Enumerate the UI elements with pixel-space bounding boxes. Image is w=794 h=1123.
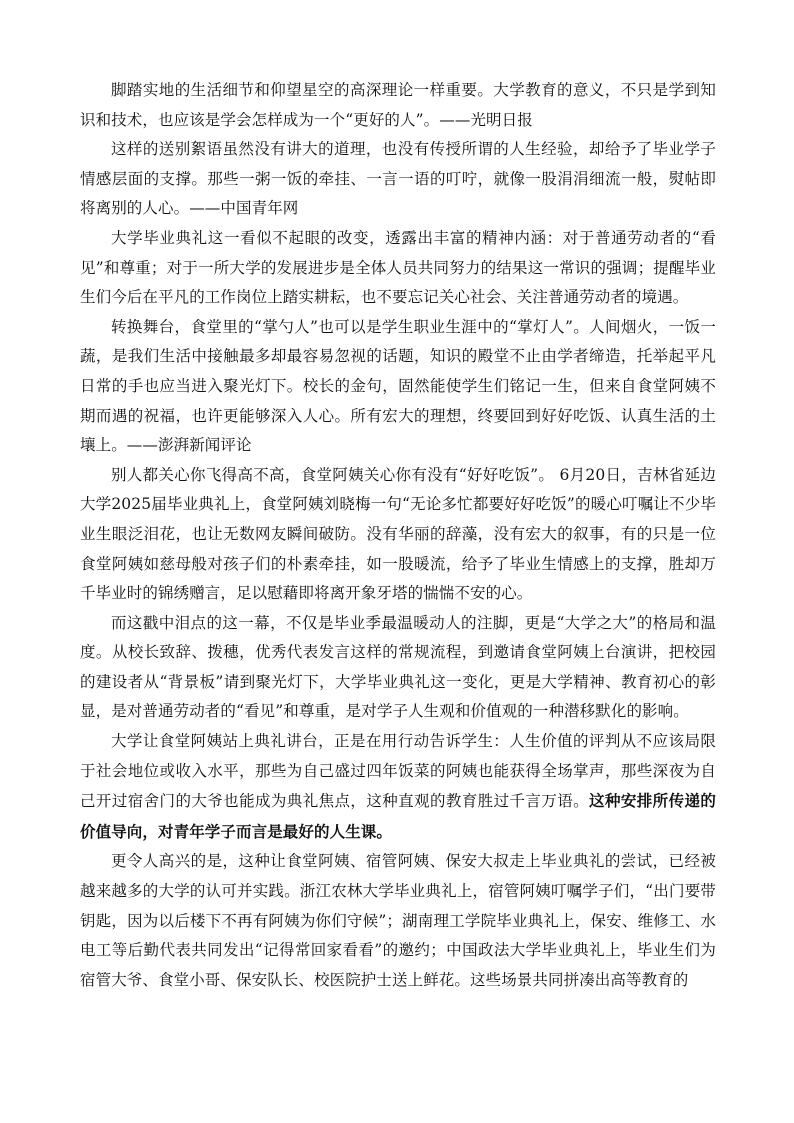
paragraph-thepaper-quote	[80, 313, 716, 461]
paragraph-bold-conclusion: 这种安排所传递的价值导向，对青年学子而言是最好的人生课。	[80, 791, 716, 841]
paragraph-university-warmth	[80, 609, 716, 727]
paragraph-text: 脚踏实地的生活细节和仰望星空的高深理论一样重要。大学教育的意义，不只是学到知识和技术，也应该是学会怎样成为一个“更好的人”。——光明日报	[80, 81, 716, 129]
paragraph-other-universities	[80, 847, 716, 995]
paragraph-text: 大学让食堂阿姨站上典礼讲台，正是在用行动告诉学生：人生价值的评判从不应该局限于社会地位或收入水平，那些为自己盛过四年饭菜的阿姨也能获得全场掌声，那些深夜为自己开过宿舍门的大爷也能成为典礼焦点，这种直观的教育胜过千言万语。	[80, 732, 716, 811]
paragraph-text: 大学毕业典礼这一看似不起眼的改变，透露出丰富的精神内涵：对于普通劳动者的“看见”和尊重；对于一所大学的发展进步是全体人员共同努力的结果这一常识的强调；提醒毕业生们今后在平凡的工作岗位上踏实耕耘，也不要忘记关心社会、关注普通劳动者的境遇。	[80, 228, 716, 307]
paragraph-text: 这样的送别絮语虽然没有讲大的道理，也没有传授所谓的人生经验，却给予了毕业学子情感层面的支撑。那些一粥一饭的牵挂、一言一语的叮咛，就像一股涓涓细流一般，熨帖即将离别的人心。——中国青年网	[80, 140, 716, 218]
paragraph-life-value	[80, 727, 716, 847]
paragraph-guangming-quote	[80, 76, 716, 135]
paragraph-text: 转换舞台，食堂里的“掌勺人”也可以是学生职业生涯中的“掌灯人”。人间烟火，一饭一蔬，是我们生活中接触最多却最容易忽视的话题，知识的殿堂不止由学者缔造，托举起平凡日常的手也应当进入聚光灯下。校长的金句，固然能使学生们铭记一生，但来自食堂阿姨不期而遇的祝福，也许更能够深入人心。所有宏大的理想，终要回到好好吃饭、认真生活的土壤上。——澎湃新闻评论	[80, 317, 716, 455]
document-page	[80, 76, 716, 995]
paragraph-text: 别人都关心你飞得高不高，食堂阿姨关心你有没有“好好吃饭”。 6月20日，吉林省延边大学2025届毕业典礼上，食堂阿姨刘晓梅一句“无论多忙都要好好吃饭”的暖心叮嘱让不少毕业生眼泛泪花，也让无数网友瞬间破防。没有华丽的辞藻，没有宏大的叙事，有的只是一位食堂阿姨如慈母般对孩子们的朴素牵挂，如一股暖流，给予了毕业生情感上的支撑，胜却万千毕业时的锦绣赠言，足以慰藉即将离开象牙塔的惴惴不安的心。	[80, 465, 716, 603]
paragraph-text: 而这戳中泪点的这一幕，不仅是毕业季最温暖动人的注脚，更是“大学之大”的格局和温度。从校长致辞、拨穗，优秀代表发言这样的常规流程，到邀请食堂阿姨上台演讲，把校园的建设者从“背景板”请到聚光灯下，大学毕业典礼这一变化，更是大学精神、教育初心的彰显，是对普通劳动者的“看见”和尊重，是对学子人生观和价值观的一种潜移默化的影响。	[80, 613, 716, 721]
paragraph-yanbian-event	[80, 461, 716, 609]
paragraph-cyol-quote	[80, 135, 716, 224]
paragraph-spirit-meaning	[80, 224, 716, 313]
paragraph-text: 更令人高兴的是，这种让食堂阿姨、宿管阿姨、保安大叔走上毕业典礼的尝试，已经被越来越多的大学的认可并实践。浙江农林大学毕业典礼上，宿管阿姨叮嘱学子们，“出门要带钥匙，因为以后楼下不再有阿姨为你们守候”；湖南理工学院毕业典礼上，保安、维修工、水电工等后勤代表共同发出“记得常回家看看”的邀约；中国政法大学毕业典礼上，毕业生们为宿管大爷、食堂小哥、保安队长、校医院护士送上鲜花。这些场景共同拼凑出高等教育的	[80, 852, 716, 989]
